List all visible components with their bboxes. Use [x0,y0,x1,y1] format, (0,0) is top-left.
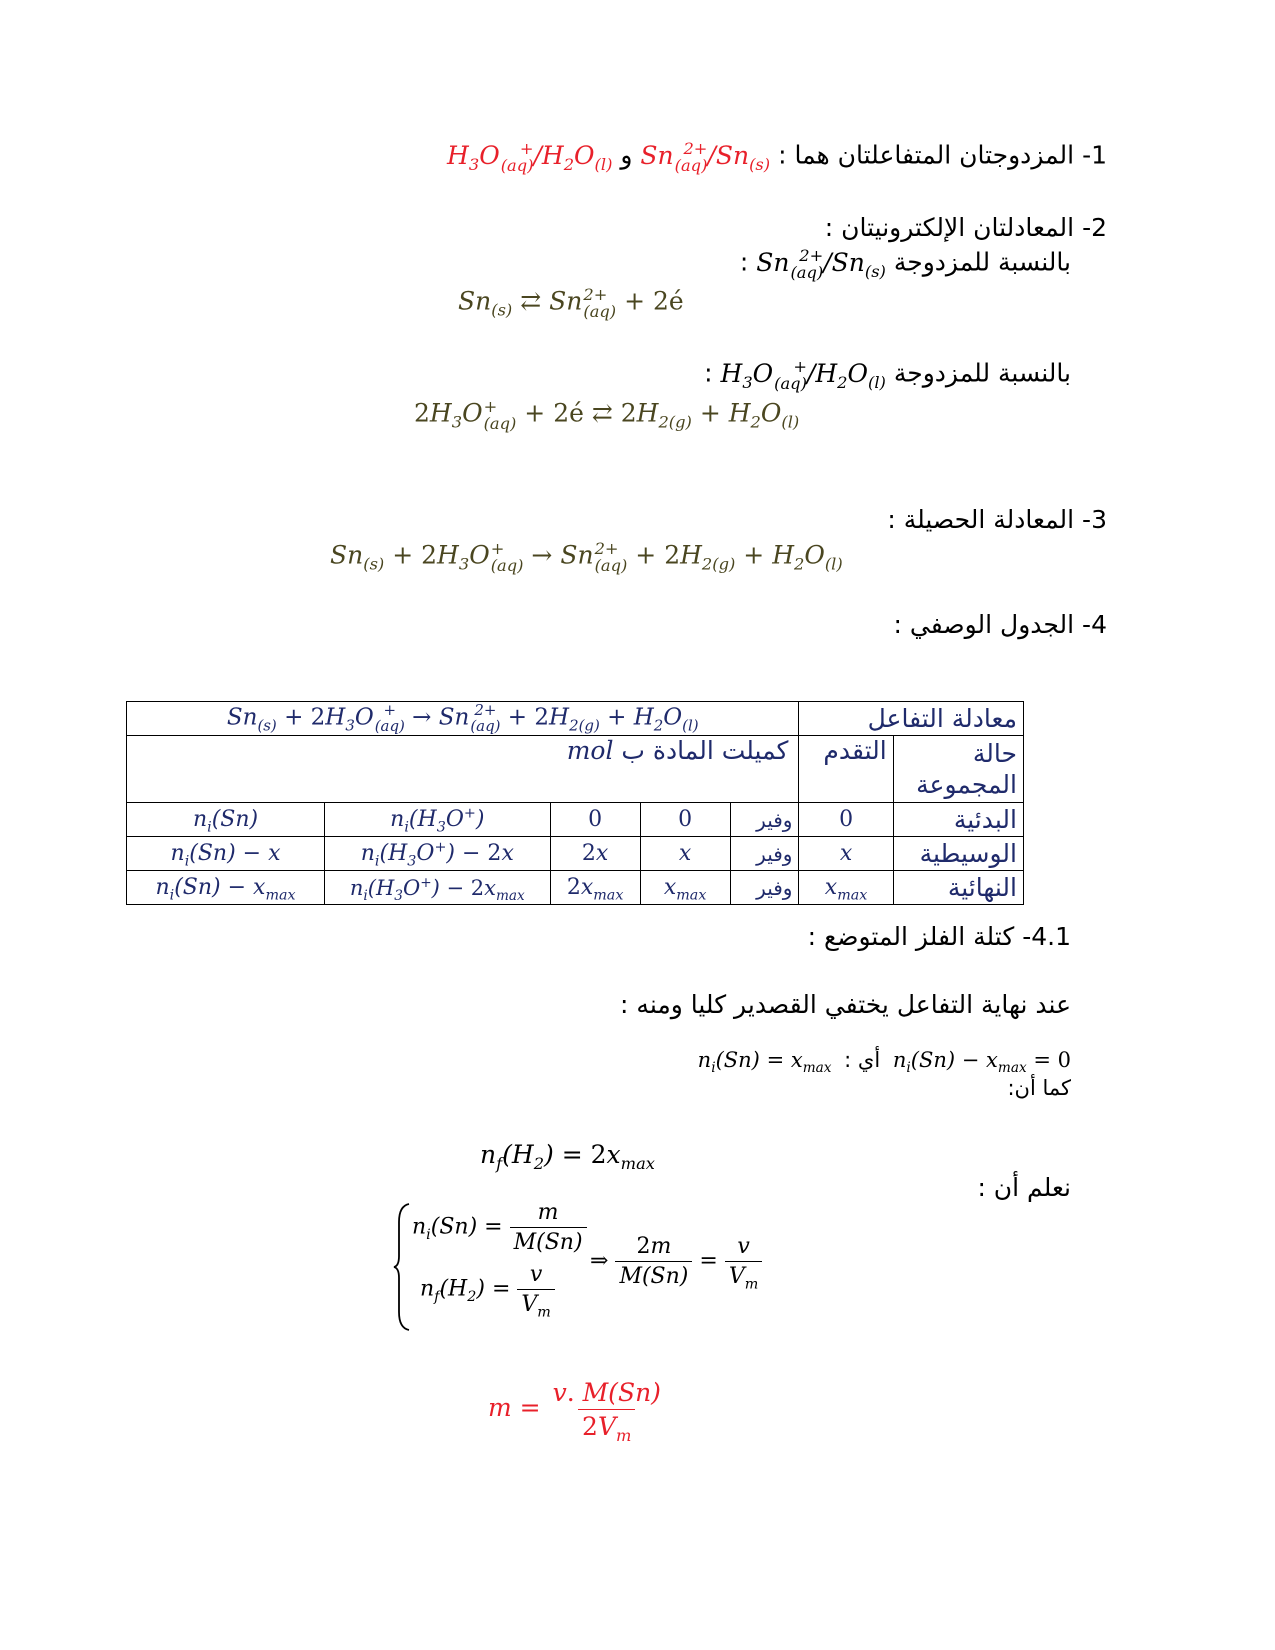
q1-label: 1- المزدوجتان المتفاعلتان هما : [778,140,1107,170]
q3-label: 3- المعادلة الحصيلة : [887,505,1107,534]
q41-label: 4.1- كتلة الفلز المتوضع : [807,922,1071,951]
eq-ni-sn: $n_i(Sn)$ = $\frac{m}{M(Sn)}$ [412,1200,587,1255]
table-equation-header: معادلة التفاعل [799,702,1024,736]
half-eq-sn: $Sn_{(s)}$ ⇄ Sn 2+ (aq) + 2é [458,285,684,322]
q1-conj: و [620,140,633,170]
table-row: $n_i(Sn)$ $n_i(H_3O^+)$ 0 0 وفير 0 البدئية [127,803,1024,837]
q2-couple1: بالنسبة للمزدوجة Sn 2+ (aq) $/Sn_{(s)}$ : [739,246,1071,283]
table-state-header: حالة المجموعة [893,736,1023,803]
final-mass-formula: m = $\frac{v. M(Sn)}{2V_m}$ [488,1378,661,1445]
half-eq-h3o: $2H_3O$ + (aq) + 2é ⇄ $2H_{2(g)} + H_2O_{(l)}$ [414,397,800,434]
eq-nf-h2: $n_f(H_2)$ = $\frac{v}{V_m}$ [420,1262,555,1317]
table-advancement-header: التقدم [799,736,893,803]
q2-couple2: بالنسبة للمزدوجة $H_3O$ + (aq) $/H_2O_{(l)}$ : [704,357,1071,394]
limiting-condition: $n_i(Sn) - x_{max} = 0$ أي : $n_i(Sn) = x_{max}$ [697,1048,1071,1077]
q41-sentence: عند نهاية التفاعل يختفي القصدير كليا ومنه : [620,990,1071,1019]
table-row: $n_i(Sn) - x_{max}$ $n_i(H_3O^+) - 2x_{max}$ $2x_{max}$ $x_{max}$ وفير $x_{max}$ النهائية [127,871,1024,905]
table-row: $n_i(Sn) - x$ $n_i(H_3O^+) - 2x$ 2x x وفير x الوسيطية [127,837,1024,871]
progress-table [126,701,1024,905]
kama-anna: كما أن: [1007,1076,1071,1100]
sn-couple: Sn 2+ (aq) $/Sn_{(s)}$ [640,139,771,176]
naalam: نعلم أن : [977,1173,1071,1202]
q4-label: 4- الجدول الوصفي : [893,610,1107,639]
q1-line [447,140,1107,174]
table-quantity-header: كميلت المادة ب mol [127,736,799,803]
overall-equation: $Sn_{(s)} + 2H_3O$ + (aq) → Sn 2+ (aq) + $2H_{2(g)} + H_2O_{(l)}$ [330,539,843,576]
brace [393,1202,413,1332]
h3o-couple: $H_3O$ + (aq) $/H_2O_{(l)}$ [447,139,613,176]
eq-implication: ⇒ $\frac{2m}{M(Sn)}$ = $\frac{v}{V_m}$ [590,1234,762,1289]
table-equation: $Sn_{(s)} + 2H_3O$ + (aq) → Sn 2+ (aq) + $2H_{2(g)} + H_2O_{(l)}$ [127,702,799,736]
q2-label: 2- المعادلتان الإلكترونيتان : [824,213,1107,242]
nf-h2-equation: $n_f(H_2) = 2x_{max}$ [480,1140,655,1173]
